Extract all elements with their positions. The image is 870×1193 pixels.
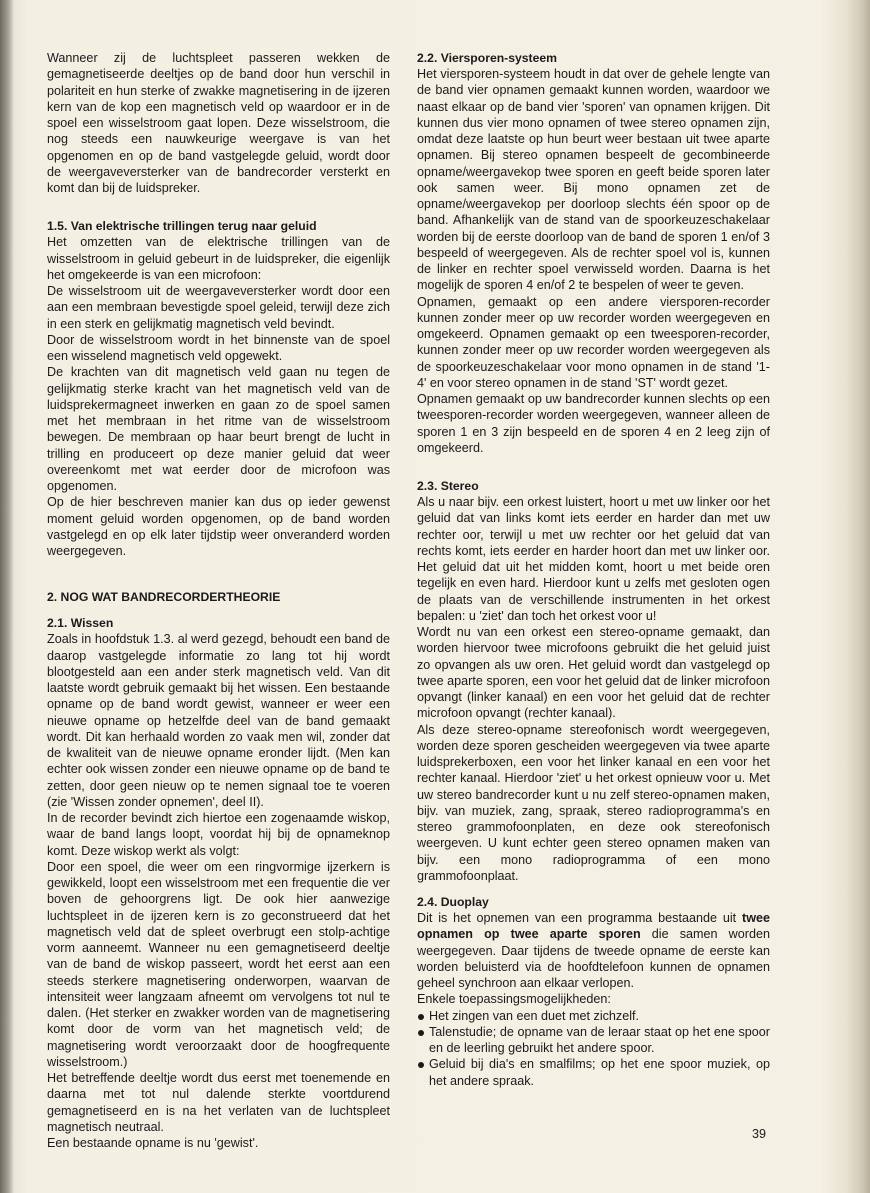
book-spine-shadow bbox=[0, 0, 14, 1193]
right-column bbox=[417, 50, 770, 1089]
section-2-2-paragraph-2: Opnamen, gemaakt op een andere viersporen-recorder kunnen zonder meer op uw recorder worden weergegeven en omgekeerd. Opnamen gemaakt op een tweesporen-recorder, kunnen zonder meer op uw recorder worden weergegeven als de spoorkeuzeschakelaar voor mono opnamen in de stand '1-4' en voor stereo opnamen in de stand 'ST' wordt gezet. bbox=[417, 294, 770, 390]
section-1-5-paragraph-2: De wisselstroom uit de weergaveversterker wordt door een aan een membraan bevestigde spoel geleid, terwijl deze zich in een sterk en gelijkmatig magnetisch veld bevindt. bbox=[47, 284, 390, 331]
section-1-5-paragraph-3: Door de wisselstroom wordt in het binnenste van de spoel een wisselend magnetisch veld opgewekt. bbox=[47, 332, 390, 363]
section-2-1-paragraph-4: Het betreffende deeltje wordt dus eerst met toenemende en daarna met tot nul dalende sterkte voortdurend gemagnetiseerd en is na het verlaten van de luchtspleet magnetisch neutraal. bbox=[47, 1071, 390, 1134]
section-2-4-heading: 2.4. Duoplay bbox=[417, 895, 489, 909]
section-2-2-paragraph-3: Opnamen gemaakt op uw bandrecorder kunnen slechts op een tweesporen-recorder worden weergegeven, wanneer alleen de sporen 1 en 3 zijn bespeeld en de sporen 4 en 2 leeg zijn of omgekeerd. bbox=[417, 392, 770, 455]
section-2-1-paragraph-3: Door een spoel, die weer om een ringvormige ijzerkern is gewikkeld, loopt een wisselstroom met een frequentie die ver boven de gehoorgrens ligt. De ook hier aanwezige luchtspleet in de ijzeren kern is zo geconstrueerd dat het magnetisch veld dat de spleet overbrugt een stolp-achtige vorm aanneemt. Wanneer nu een gemagnetiseerd deeltje van de band de wiskop passeert, wordt het eerst aan een steeds sterkere magnetisering onderworpen, waarvan de intensiteit weer langzaam afneemt om vervolgens tot nul te dalen. (Het sterker en zwakker worden van de magnetisering komt door de vorm van het magnetisch veld; de magnetisering wordt veroorzaakt door de hoogfrequente wisselstroom.) bbox=[47, 859, 390, 1069]
left-column bbox=[47, 50, 390, 1151]
section-2-4-paragraph-1 bbox=[417, 910, 770, 991]
chapter-2-heading: 2. NOG WAT BANDRECORDERTHEORIE bbox=[47, 590, 281, 605]
list-item: Geluid bij dia's en smalfilms; op het ene spoor muziek, op het andere spraak. bbox=[417, 1056, 770, 1089]
section-2-1-paragraph-2: In de recorder bevindt zich hiertoe een zogenaamde wiskop, waar de band langs loopt, voordat hij bij de opnameknop komt. Deze wiskop werkt als volgt: bbox=[47, 811, 390, 858]
applications-list bbox=[417, 1008, 770, 1089]
section-1-5-heading: 1.5. Van elektrische trillingen terug naar geluid bbox=[47, 219, 317, 234]
intro-paragraph: Wanneer zij de luchtspleet passeren wekken de gemagnetiseerde deeltjes op de band door hun verschil in polariteit en hun sterke of zwakke magnetisering in de ijzeren kern van de kop een magnetisch veld op waardoor er in de spoel een wisselstroom gaat lopen. Deze wisselstroom, die nog steeds een nauwkeurige weergave is van het opgenomen en op de band vastgelegde geluid, wordt door de weergaveversterker van de bandrecorder versterkt en komt dan bij de luidspreker. bbox=[47, 51, 390, 195]
section-2-4-paragraph-2: Enkele toepassingsmogelijkheden: bbox=[417, 992, 611, 1007]
duoplay-bold-phrase: twee opnamen op twee aparte sporen bbox=[417, 911, 770, 942]
list-item: Het zingen van een duet met zichzelf. bbox=[417, 1008, 770, 1024]
section-2-1-heading: 2.1. Wissen bbox=[47, 616, 114, 631]
section-2-1-paragraph-5: Een bestaande opname is nu 'gewist'. bbox=[47, 1136, 259, 1150]
section-2-3-paragraph-1: Als u naar bijv. een orkest luistert, hoort u met uw linker oor het geluid dat van links komt iets eerder en harder dan met uw rechter oor, terwijl u met uw rechter oor het geluid dat van rechts komt, iets eerder en harder hoort dan met uw linker oor. Het geluid dat uit het midden komt, hoort u met beide oren tegelijk en even hard. Hierdoor kunt u zelfs met gesloten ogen de plaats van de verschillende instrumenten in het orkest bepalen: u 'ziet' dan toch het orkest voor u! bbox=[417, 495, 770, 623]
duoplay-text-end: die samen worden weergegeven. Daar tijdens de tweede opname de eerste kan worden beluisterd via de hoofdtelefoon kunnen de opnamen geheel synchroon aan elkaar verlopen. bbox=[417, 927, 770, 990]
section-2-3-paragraph-3: Als deze stereo-opname stereofonisch wordt weergegeven, worden deze sporen gescheiden weergegeven via twee aparte luidsprekerboxen, een voor het linker kanaal en een voor het rechter kanaal. Hierdoor 'ziet' u het orkest opnieuw voor u. Met uw stereo bandrecorder kunt u nu zelf stereo-opnamen maken, bijv. van muziek, zang, spraak, stereo radioprogramma's en stereo grammofoonplaten, en deze ook stereofonisch weergeven. U kunt echter geen stereo opnamen maken van bijv. een mono radioprogramma of een mono grammofoonplaat. bbox=[417, 722, 770, 883]
section-1-5-paragraph-5: Op de hier beschreven manier kan dus op ieder gewenst moment geluid worden opgenomen, op de band worden vastgelegd en op elk later tijdstip weer onveranderd worden weergegeven. bbox=[47, 495, 390, 558]
section-2-3-paragraph-2: Wordt nu van een orkest een stereo-opname gemaakt, dan worden hiervoor twee microfoons gebruikt die het geluid juist zo opvangen als uw oren. Het geluid wordt dan vastgelegd op twee aparte sporen, een voor het geluid dat de linker microfoon opvangt (linker kanaal) en een voor het geluid dat de rechter microfoon opvangt (rechter kanaal). bbox=[417, 625, 770, 721]
page-number: 39 bbox=[752, 1127, 767, 1141]
section-1-5-paragraph-4: De krachten van dit magnetisch veld gaan nu tegen de gelijkmatig sterke kracht van het magnetisch veld van de luidsprekermagneet inwerken en gaan zo de spoel samen met het membraan in het ritme van de wisselstroom bewegen. De membraan op haar beurt brengt de lucht in trilling en produceert op deze manier geluid dat weer overeenkomt met wat eerder door de microfoon was opgenomen. bbox=[47, 365, 390, 493]
section-2-1-paragraph-1: Zoals in hoofdstuk 1.3. al werd gezegd, behoudt een band de daarop vastgelegde informatie zo lang tot hij wordt blootgesteld aan een ander sterk magnetisch veld. Van dit laatste wordt gebruik gemaakt bij het wissen. Een bestaande opname op de band wordt gewist, wanneer er weer een nieuwe opname op hetzelfde deel van de band gemaakt wordt. Dit kan herhaald worden zo vaak men wil, zonder dat de kwaliteit van de nieuwe opname eronder lijdt. (Men kan echter ook wissen zonder een nieuwe opname op de band te zetten, door geen nieuw op te nemen signaal toe te voeren (zie 'Wissen zonder opnemen', deel II). bbox=[47, 632, 390, 809]
section-2-3-heading: 2.3. Stereo bbox=[417, 479, 479, 493]
list-item: Talenstudie; de opname van de leraar staat op het ene spoor en de leerling gebruikt het andere spoor. bbox=[417, 1024, 770, 1057]
section-2-2-paragraph-1: Het viersporen-systeem houdt in dat over de gehele lengte van de band vier opnamen gemaakt kunnen worden, waardoor we naast elkaar op de band vier 'sporen' van opnamen krijgen. Dit kunnen dus vier mono opnamen of twee stereo opnamen zijn, omdat deze laatste op hun beurt weer bestaan uit twee aparte opnamen. Bij stereo opnamen bespeelt de gecombineerde opname/weergavekop twee sporen en geeft beide sporen later ook samen weer. Bij mono opnamen zet de opname/weergavekop per doorloop slechts één spoor op de band. Afhankelijk van de stand van de spoorkeuzeschakelaar worden bij de eerste doorloop van de band de sporen 1 en/of 3 bespeeld of weergegeven. Als de rechter spoel vol is, kunnen de linker en rechter spoel verwisseld worden. Daarna is het mogelijk de sporen 4 en/of 2 te bespelen of weer te geven. bbox=[417, 67, 770, 293]
section-2-2-heading: 2.2. Viersporen-systeem bbox=[417, 51, 558, 65]
section-1-5-paragraph-1: Het omzetten van de elektrische trillingen van de wisselstroom in geluid gebeurt in de luidspreker, die eigenlijk het omgekeerde is van een microfoon: bbox=[47, 235, 390, 282]
duoplay-text-start: Dit is het opnemen van een programma bestaande uit bbox=[417, 911, 742, 925]
